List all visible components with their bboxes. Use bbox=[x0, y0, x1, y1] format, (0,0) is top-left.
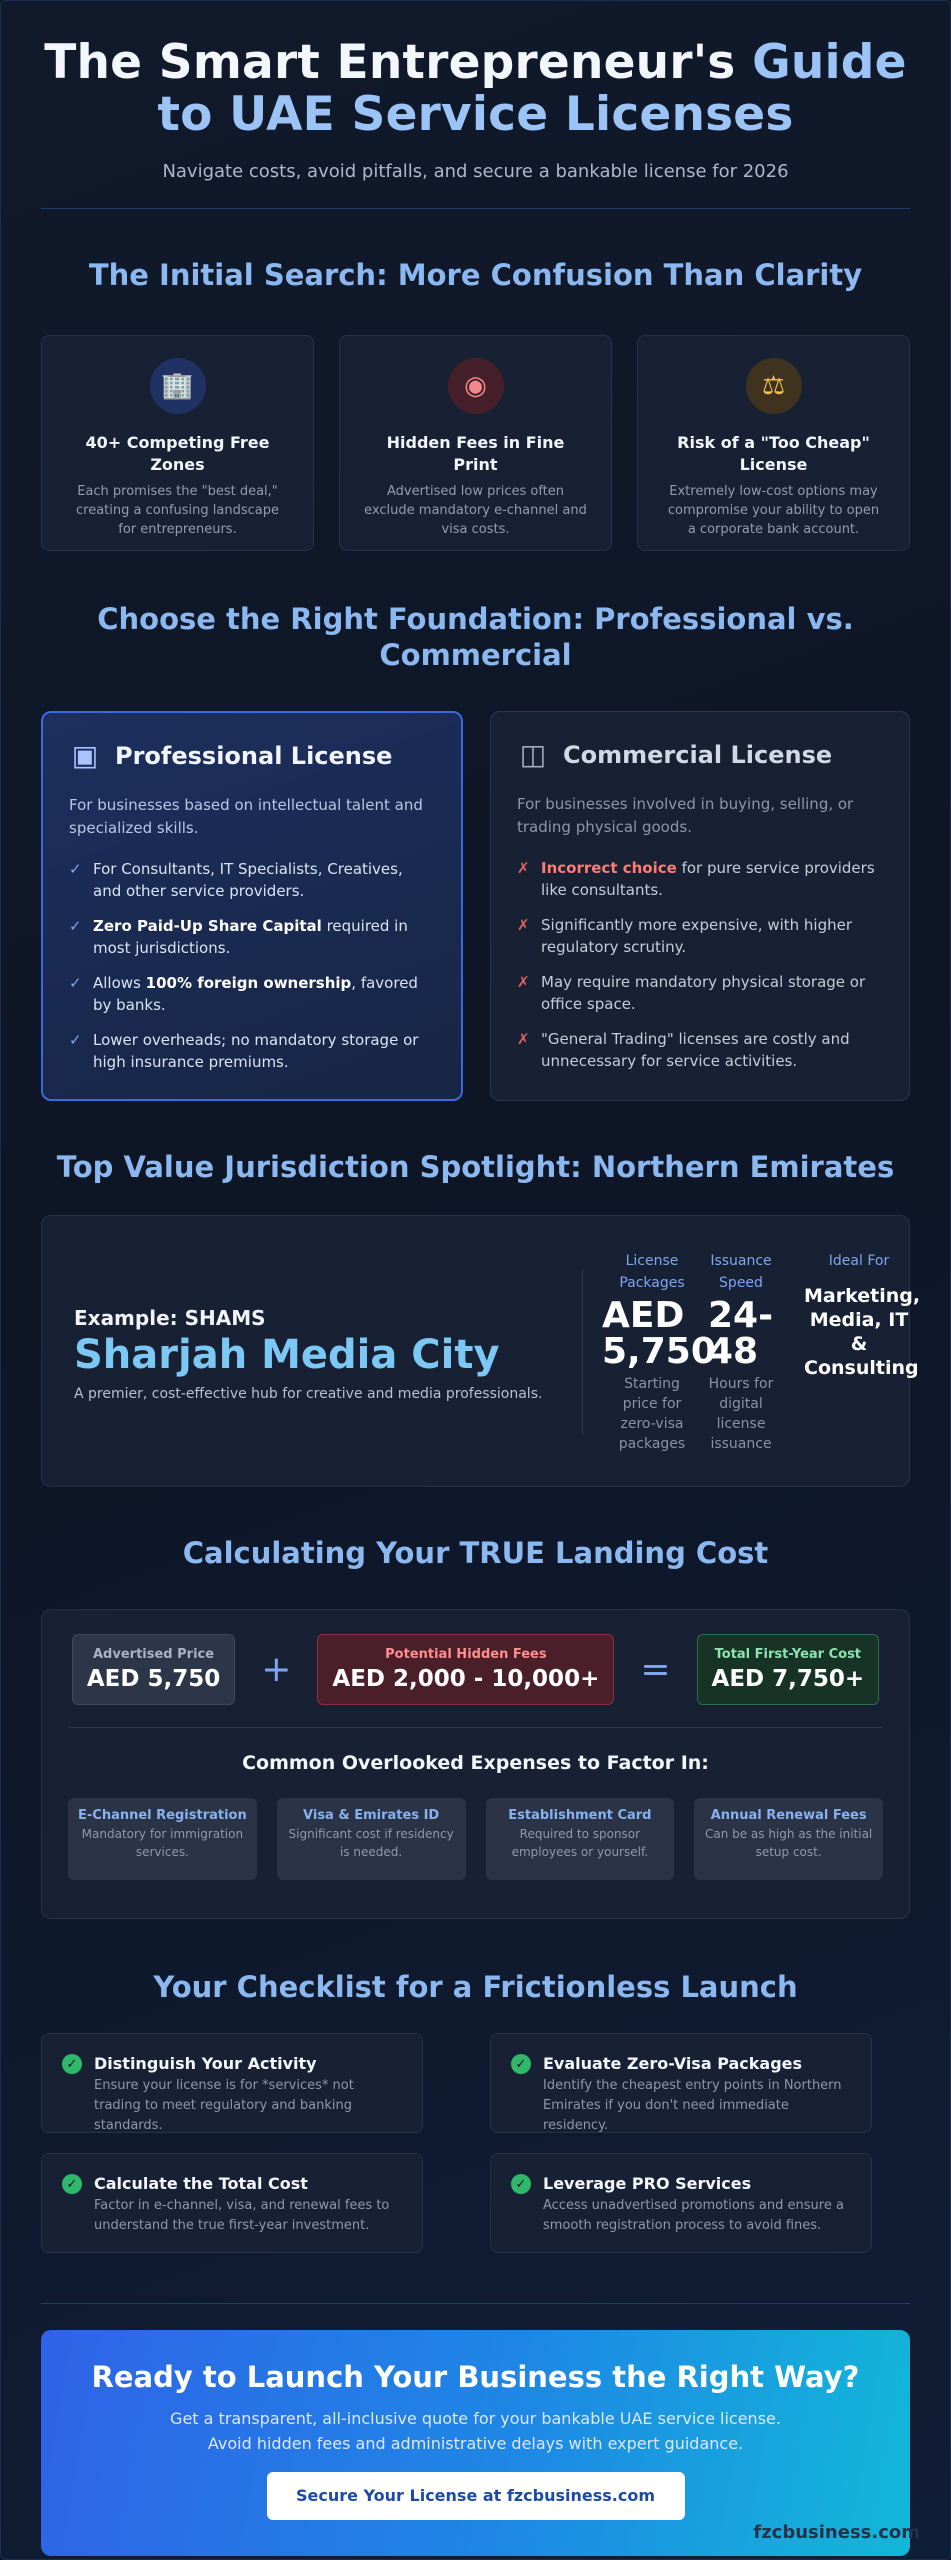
commercial-drawbacks-list bbox=[517, 857, 883, 1072]
problem-cards bbox=[41, 335, 910, 551]
checklist-item: ✓ Distinguish Your Activity Ensure your license is for *services* not trading to meet regulatory and banking standards. bbox=[41, 2033, 423, 2133]
problem-card bbox=[339, 335, 612, 551]
list-item: ✗ "General Trading" licenses are costly and unnecessary for service activities. bbox=[517, 1030, 850, 1070]
spotlight-example: Example: SHAMS bbox=[74, 1306, 266, 1330]
cost-equation bbox=[68, 1634, 883, 1705]
hidden-fees: Potential Hidden Fees AED 2,000 - 10,000+ bbox=[317, 1634, 614, 1705]
stat-license-packages: License Packages AED 5,750 Starting price for zero-visa packages bbox=[602, 1253, 716, 1452]
check-circle-icon: ✓ bbox=[511, 2054, 531, 2074]
title-main: The Smart Entrepreneur's bbox=[44, 35, 736, 90]
check-icon: ✓ bbox=[69, 1031, 82, 1049]
plus-sign: + bbox=[261, 1649, 292, 1690]
cross-icon: ✗ bbox=[517, 916, 530, 934]
professional-license-card bbox=[41, 711, 463, 1101]
list-item: ✓ For Consultants, IT Specialists, Creatives, and other service providers. bbox=[69, 860, 403, 900]
title-line2: to UAE Service Licenses bbox=[157, 87, 794, 142]
divider bbox=[582, 1270, 583, 1434]
professional-license-title: Professional License bbox=[115, 741, 393, 770]
divider bbox=[41, 208, 910, 209]
expense-item: E-Channel Registration Mandatory for immigration services. bbox=[68, 1798, 257, 1880]
advertised-price: Advertised Price AED 5,750 bbox=[72, 1634, 235, 1705]
page-title bbox=[41, 37, 910, 141]
cost-title: Calculating Your TRUE Landing Cost bbox=[182, 1536, 769, 1570]
problem-card-desc: Extremely low-cost options may compromise your ability to open a corporate bank account. bbox=[667, 484, 880, 537]
expenses-title: Common Overlooked Expenses to Factor In: bbox=[242, 1752, 709, 1774]
list-item: ✓ Allows 100% foreign ownership, favored by banks. bbox=[69, 974, 418, 1014]
watermark: fzcbusiness.com bbox=[753, 2522, 920, 2543]
problems-title: The Initial Search: More Confusion Than Clarity bbox=[88, 258, 863, 292]
problem-card-desc: Advertised low prices often exclude mandatory e-channel and visa costs. bbox=[364, 484, 587, 537]
license-comparison bbox=[41, 711, 910, 1101]
checklist-item: ✓ Evaluate Zero-Visa Packages Identify the cheapest entry points in Northern Emirates if you don't need immediate residency. bbox=[490, 2033, 872, 2133]
stat-issuance-speed: Issuance Speed 24-48 Hours for digital license issuance bbox=[708, 1253, 774, 1452]
list-item: ✗ Significantly more expensive, with higher regulatory scrutiny. bbox=[517, 916, 853, 956]
title-accent: Guide bbox=[752, 35, 907, 90]
problem-card-desc: Each promises the "best deal," creating a confusing landscape for entrepreneurs. bbox=[76, 484, 279, 537]
list-item: ✓ Zero Paid-Up Share Capital required in most jurisdictions. bbox=[69, 917, 408, 957]
cta-text: Get a transparent, all-inclusive quote for your bankable UAE service license. Avoid hidden fees and administrative delays with expert guidance. bbox=[170, 2409, 781, 2453]
chip-icon: ▣ bbox=[71, 739, 99, 772]
expense-item: Annual Renewal Fees Can be as high as the initial setup cost. bbox=[694, 1798, 883, 1880]
cross-icon: ✗ bbox=[517, 1030, 530, 1048]
page-subtitle: Navigate costs, avoid pitfalls, and secure a bankable license for 2026 bbox=[162, 161, 789, 182]
problem-card bbox=[637, 335, 910, 551]
check-icon: ✓ bbox=[69, 917, 82, 935]
expenses-list bbox=[68, 1798, 883, 1880]
scale-icon: ⚖ bbox=[746, 358, 802, 414]
expense-item: Visa & Emirates ID Significant cost if residency is needed. bbox=[277, 1798, 466, 1880]
check-circle-icon: ✓ bbox=[511, 2174, 531, 2194]
commercial-license-card bbox=[490, 711, 910, 1101]
eye-icon: ◉ bbox=[448, 358, 504, 414]
checklist-item: ✓ Calculate the Total Cost Factor in e-channel, visa, and renewal fees to understand the true first-year investment. bbox=[41, 2153, 423, 2253]
problem-card-title: Risk of a "Too Cheap" License bbox=[677, 433, 870, 474]
professional-license-desc: For businesses based on intellectual talent and specialized skills. bbox=[69, 796, 423, 837]
cross-icon: ✗ bbox=[517, 973, 530, 991]
divider bbox=[41, 2303, 910, 2304]
check-icon: ✓ bbox=[69, 860, 82, 878]
problem-card bbox=[41, 335, 314, 551]
spotlight-title: Top Value Jurisdiction Spotlight: Northern Emirates bbox=[56, 1150, 895, 1184]
problem-card-title: 40+ Competing Free Zones bbox=[85, 433, 270, 474]
checklist-item: ✓ Leverage PRO Services Access unadvertised promotions and ensure a smooth registration process to avoid fines. bbox=[490, 2153, 872, 2253]
foundation-title: Choose the Right Foundation: Professional vs. Commercial bbox=[97, 602, 854, 672]
commercial-license-desc: For businesses involved in buying, selling, or trading physical goods. bbox=[517, 795, 854, 836]
expense-item: Establishment Card Required to sponsor employees or yourself. bbox=[486, 1798, 675, 1880]
archive-box-icon: ◫ bbox=[519, 738, 547, 771]
equals-sign: = bbox=[640, 1649, 671, 1690]
commercial-license-title: Commercial License bbox=[563, 740, 833, 769]
building-icon: 🏢 bbox=[150, 358, 206, 414]
check-circle-icon: ✓ bbox=[62, 2054, 82, 2074]
check-icon: ✓ bbox=[69, 974, 82, 992]
spotlight-name: Sharjah Media City bbox=[74, 1332, 500, 1378]
list-item: ✗ May require mandatory physical storage or office space. bbox=[517, 973, 866, 1013]
total-first-year-cost: Total First-Year Cost AED 7,750+ bbox=[697, 1634, 880, 1705]
hero-header bbox=[41, 1, 910, 182]
checklist-title: Your Checklist for a Frictionless Launch bbox=[153, 1970, 798, 2004]
checklist bbox=[41, 2033, 910, 2253]
spotlight-card bbox=[41, 1215, 921, 1487]
professional-benefits-list bbox=[69, 858, 435, 1073]
list-item: ✗ Incorrect choice for pure service providers like consultants. bbox=[517, 859, 875, 899]
spotlight-tagline: A premier, cost-effective hub for creative and media professionals. bbox=[74, 1386, 543, 1402]
stat-ideal-for: Ideal For Marketing, Media, IT & Consulting bbox=[804, 1253, 921, 1379]
problem-card-title: Hidden Fees in Fine Print bbox=[386, 433, 565, 474]
cross-icon: ✗ bbox=[517, 859, 530, 877]
check-circle-icon: ✓ bbox=[62, 2174, 82, 2194]
cost-calculator bbox=[41, 1609, 910, 1919]
secure-license-button[interactable]: Secure Your License at fzcbusiness.com bbox=[267, 2472, 685, 2520]
divider bbox=[68, 1727, 883, 1728]
cta-title: Ready to Launch Your Business the Right Way? bbox=[91, 2360, 860, 2394]
list-item: ✓ Lower overheads; no mandatory storage or high insurance premiums. bbox=[69, 1031, 419, 1071]
